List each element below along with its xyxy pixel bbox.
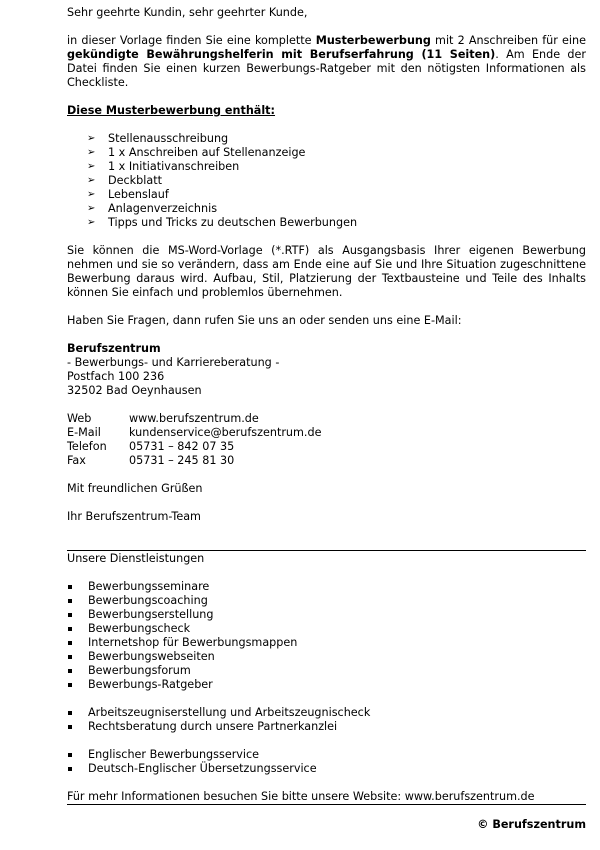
table-row — [67, 426, 321, 440]
table-row — [67, 440, 321, 454]
intro-text-3: . Am Ende der Datei finden Sie einen kurzen Bewerbungs-Ratgeber mit den nötigsten Informationen als Checkliste. — [67, 48, 586, 89]
square-bullet-icon — [68, 641, 72, 645]
arrow-bullet-icon: ➢ — [87, 203, 96, 214]
list-item: Bewerbungscoaching — [67, 594, 586, 608]
company-tagline: - Bewerbungs- und Karriereberatung - — [67, 356, 280, 369]
questions-paragraph: Haben Sie Fragen, dann rufen Sie uns an oder senden uns eine E-Mail: — [67, 314, 462, 327]
arrow-bullet-icon: ➢ — [87, 217, 96, 228]
square-bullet-icon — [68, 683, 72, 687]
intro-bold-2: gekündigte Bewährungshelferin mit Berufserfahrung (11 Seiten) — [67, 48, 496, 61]
services-heading: Unsere Dienstleistungen — [67, 552, 205, 565]
company-city: 32502 Bad Oeynhausen — [67, 384, 202, 397]
list-item: ➢ Lebenslauf — [87, 188, 169, 201]
intro-paragraph — [67, 34, 586, 90]
list-item: Bewerbungscheck — [67, 622, 586, 636]
document-page — [67, 6, 586, 805]
list-item: ➢ 1 x Anschreiben auf Stellenanzeige — [87, 146, 306, 159]
usage-paragraph: Sie können die MS-Word-Vorlage (*.RTF) als Ausgangsbasis Ihrer eigenen Bewerbung nehmen und sie so verändern, dass am Ende eine auf Sie und Ihre Situation zugeschnittene Bewerbung daraus wird. Aufbau, Stil, Platzierung der Textbausteine und Teile des Inhalts können Sie einfach und problemlos übernehmen. — [67, 244, 586, 299]
square-bullet-icon — [68, 753, 72, 757]
square-bullet-icon — [68, 669, 72, 673]
arrow-bullet-icon: ➢ — [87, 133, 96, 144]
contact-web-link[interactable]: www.berufszentrum.de — [129, 412, 259, 425]
list-item: ➢ Anlagenverzeichnis — [87, 202, 218, 215]
square-bullet-icon — [68, 627, 72, 631]
list-item: Englischer Bewerbungsservice — [67, 748, 586, 762]
contact-phone: 05731 – 842 07 35 — [129, 440, 235, 453]
list-item: ➢ Stellenausschreibung — [87, 132, 229, 145]
more-info-text: Für mehr Informationen besuchen Sie bitte unsere Website: www.berufszentrum.de — [67, 790, 535, 803]
square-bullet-icon — [68, 711, 72, 715]
contact-label: Telefon — [67, 440, 107, 453]
contact-email-link[interactable]: kundenservice@berufszentrum.de — [129, 426, 322, 439]
company-address — [67, 342, 586, 398]
list-item: Bewerbungsforum — [67, 664, 586, 678]
table-row — [67, 454, 321, 468]
contents-heading: Diese Musterbewerbung enthält: — [67, 104, 276, 117]
intro-bold-1: Musterbewerbung — [315, 34, 431, 47]
contact-label: E-Mail — [67, 426, 101, 439]
copyright-notice: © Berufszentrum — [477, 818, 586, 831]
list-item: Bewerbungserstellung — [67, 608, 586, 622]
arrow-bullet-icon: ➢ — [87, 175, 96, 186]
contact-fax: 05731 – 245 81 30 — [129, 454, 235, 467]
list-item: ➢ Tipps und Tricks zu deutschen Bewerbungen — [87, 216, 358, 229]
services-list-1 — [67, 580, 586, 692]
contact-table — [67, 412, 321, 468]
square-bullet-icon — [68, 613, 72, 617]
arrow-bullet-icon: ➢ — [87, 189, 96, 200]
arrow-bullet-icon: ➢ — [87, 147, 96, 158]
list-item: Bewerbungswebseiten — [67, 650, 586, 664]
contact-label: Fax — [67, 454, 86, 467]
list-item: Arbeitszeugniserstellung und Arbeitszeugnischeck — [67, 706, 586, 720]
contact-label: Web — [67, 412, 92, 425]
list-item: ➢ 1 x Initiativanschreiben — [87, 160, 240, 173]
divider — [67, 804, 586, 805]
company-po-box: Postfach 100 236 — [67, 370, 165, 383]
greeting: Sehr geehrte Kundin, sehr geehrter Kunde, — [67, 6, 308, 19]
services-list-3 — [67, 748, 586, 776]
list-item: ➢ Deckblatt — [87, 174, 162, 187]
table-row — [67, 412, 321, 426]
divider — [67, 550, 586, 551]
square-bullet-icon — [68, 599, 72, 603]
list-item: Rechtsberatung durch unsere Partnerkanzlei — [67, 720, 586, 734]
list-item: Bewerbungsseminare — [67, 580, 586, 594]
arrow-bullet-icon: ➢ — [87, 161, 96, 172]
closing: Mit freundlichen Grüßen — [67, 482, 203, 495]
intro-text-2: mit 2 Anschreiben für eine — [430, 34, 586, 47]
company-name: Berufszentrum — [67, 342, 161, 355]
list-item: Internetshop für Bewerbungsmappen — [67, 636, 586, 650]
square-bullet-icon — [68, 585, 72, 589]
list-item: Bewerbungs-Ratgeber — [67, 678, 586, 692]
square-bullet-icon — [68, 767, 72, 771]
signature: Ihr Berufszentrum-Team — [67, 510, 201, 523]
square-bullet-icon — [68, 725, 72, 729]
list-item: Deutsch-Englischer Übersetzungsservice — [67, 762, 586, 776]
intro-text-1: in dieser Vorlage finden Sie eine komplette — [67, 34, 316, 47]
services-list-2 — [67, 706, 586, 734]
contents-list — [67, 132, 586, 230]
square-bullet-icon — [68, 655, 72, 659]
